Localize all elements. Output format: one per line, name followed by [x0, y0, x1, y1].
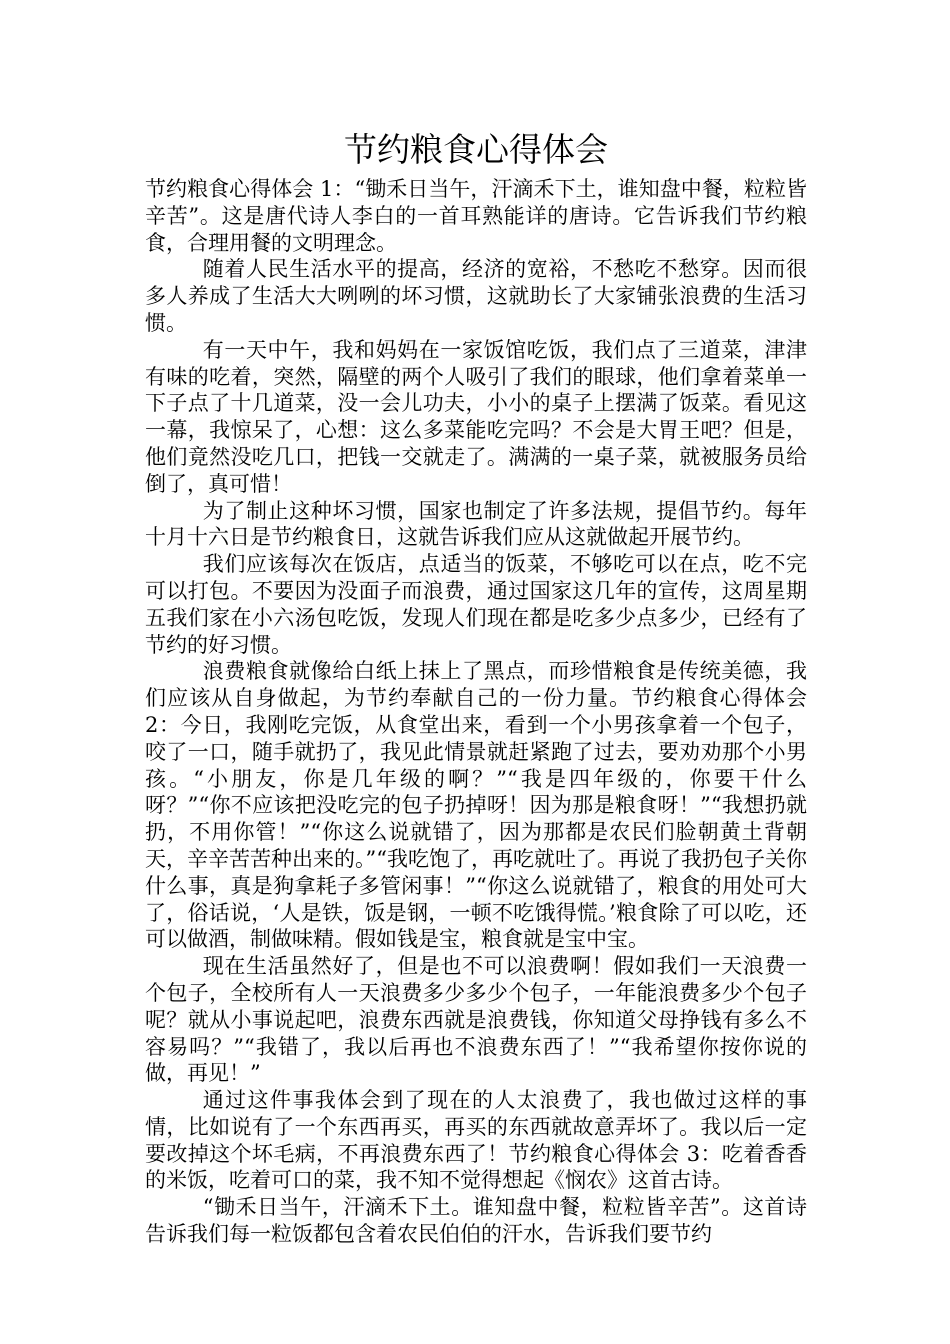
paragraph-5: 我们应该每次在饭店，点适当的饭菜，不够吃可以在点，吃不完可以打包。不要因为没面子而浪费，通过国家这几年的宣传，这周星期五我们家在小六汤包吃饭，发现人们现在都是吃多少点多少，已经有了节约的好习惯。 — [145, 552, 807, 657]
paragraph-4: 为了制止这种坏习惯，国家也制定了许多法规，提倡节约。每年十月十六日是节约粮食日，这就告诉我们应从这就做起开展节约。 — [145, 498, 807, 550]
paragraph-2: 随着人民生活水平的提高，经济的宽裕，不愁吃不愁穿。因而很多人养成了生活大大咧咧的坏习惯，这就助长了大家铺张浪费的生活习惯。 — [145, 257, 807, 335]
paragraph-9: “锄禾日当午，汗滴禾下土。谁知盘中餐，粒粒皆辛苦”。这首诗告诉我们每一粒饭都包含着农民伯伯的汗水，告诉我们要节约 — [145, 1195, 807, 1247]
document-title: 节约粮食心得体会 — [344, 130, 608, 169]
paragraph-6: 浪费粮食就像给白纸上抹上了黑点，而珍惜粮食是传统美德，我们应该从自身做起，为节约奉献自己的一份力量。节约粮食心得体会 2：今日，我刚吃完饭，从食堂出来，看到一个小男孩拿着一个包子，咬了一口，随手就扔了，我见此情景就赶紧跑了过去，要劝劝那个小男孩。“小朋友，你是几年级的啊？”“我是四年级的，你要干什么呀？”“你不应该把没吃完的包子扔掉呀！因为那是粮食呀！”“我想扔就扔，不用你管！”“你这么说就错了，因为那都是农民们脸朝黄土背朝天，辛辛苦苦种出来的。”“我吃饱了，再吃就吐了。再说了我扔包子关你什么事，真是狗拿耗子多管闲事！”“你这么说就错了，粮食的用处可大了，俗话说，‘人是铁，饭是钢，一顿不吃饿得慌。’粮食除了可以吃，还可以做酒，制做味精。假如钱是宝，粮食就是宝中宝。 — [145, 659, 807, 952]
paragraph-1: 节约粮食心得体会 1：“锄禾日当午，汗滴禾下土，谁知盘中餐，粒粒皆辛苦”。这是唐代诗人李白的一首耳熟能详的唐诗。它告诉我们节约粮食，合理用餐的文明理念。 — [145, 177, 807, 255]
paragraph-3: 有一天中午，我和妈妈在一家饭馆吃饭，我们点了三道菜，津津有味的吃着，突然，隔壁的两个人吸引了我们的眼球，他们拿着菜单一下子点了十几道菜，没一会儿功夫，小小的桌子上摆满了饭菜。看见这一幕，我惊呆了，心想：这么多菜能吃完吗？不会是大胃王吧？但是，他们竟然没吃几口，把钱一交就走了。满满的一桌子菜，就被服务员给倒了，真可惜！ — [145, 337, 807, 496]
document-page — [145, 126, 807, 1248]
paragraph-7: 现在生活虽然好了，但是也不可以浪费啊！假如我们一天浪费一个包子，全校所有人一天浪费多少多少个包子，一年能浪费多少个包子呢？就从小事说起吧，浪费东西就是浪费钱，你知道父母挣钱有多么不容易吗？”“我错了，我以后再也不浪费东西了！”“我希望你按你说的做，再见！” — [145, 954, 807, 1086]
paragraph-8: 通过这件事我体会到了现在的人太浪费了，我也做过这样的事情，比如说有了一个东西再买，再买的东西就故意弄坏了。我以后一定要改掉这个坏毛病，不再浪费东西了！节约粮食心得体会 3：吃着香香的米饭，吃着可口的菜，我不知不觉得想起《悯农》这首古诗。 — [145, 1088, 807, 1193]
